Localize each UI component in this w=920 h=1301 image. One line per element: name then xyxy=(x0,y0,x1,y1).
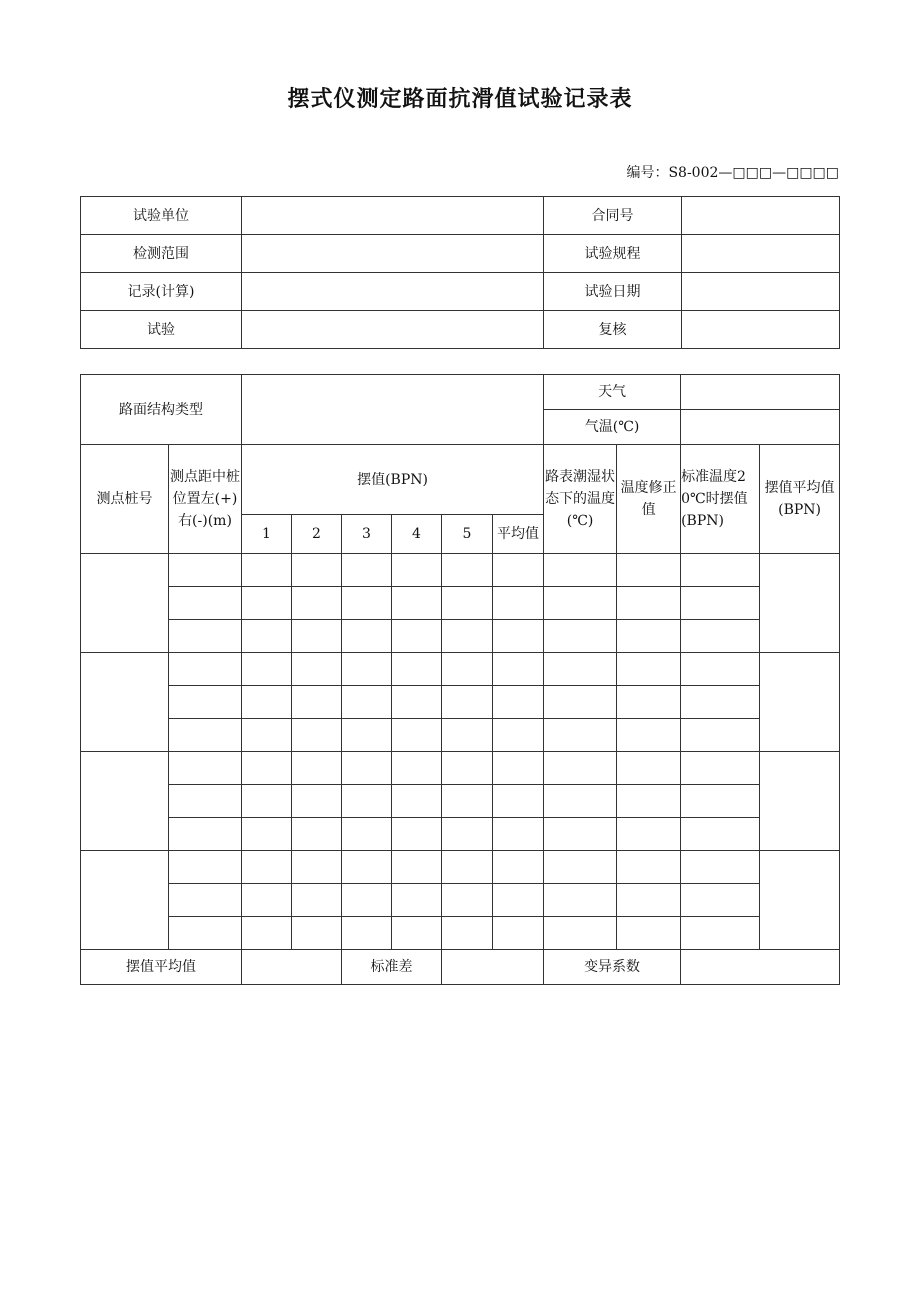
value-cell[interactable] xyxy=(342,554,392,587)
std-value-cell[interactable] xyxy=(681,818,760,851)
weather-field[interactable] xyxy=(681,375,840,410)
air-temp-field[interactable] xyxy=(681,410,840,445)
average-cell[interactable] xyxy=(493,818,544,851)
value-cell[interactable] xyxy=(242,785,292,818)
reviewer-field[interactable] xyxy=(682,311,840,349)
std-value-cell[interactable] xyxy=(681,686,760,719)
value-cell[interactable] xyxy=(342,752,392,785)
offset-cell[interactable] xyxy=(169,620,242,653)
average-cell[interactable] xyxy=(493,884,544,917)
avg-value-label: 摆值平均值 xyxy=(81,950,242,985)
info-table xyxy=(80,196,840,349)
test-scope-field[interactable] xyxy=(242,235,544,273)
average-cell[interactable] xyxy=(493,554,544,587)
table-row xyxy=(81,587,840,620)
table-row xyxy=(81,785,840,818)
std-dev-field[interactable] xyxy=(442,950,544,985)
table-row xyxy=(81,653,840,686)
average-header: 平均值 xyxy=(493,515,544,554)
correction-cell[interactable] xyxy=(617,653,681,686)
average-cell[interactable] xyxy=(493,620,544,653)
correction-cell[interactable] xyxy=(617,587,681,620)
value-cell[interactable] xyxy=(392,554,442,587)
station-cell[interactable] xyxy=(81,653,169,752)
value-cell[interactable] xyxy=(392,917,442,950)
col-4-header: 4 xyxy=(392,515,442,554)
main-table xyxy=(80,374,840,985)
correction-cell[interactable] xyxy=(617,554,681,587)
header-row xyxy=(81,375,840,410)
value-cell[interactable] xyxy=(242,818,292,851)
wet-temp-cell[interactable] xyxy=(544,587,617,620)
wet-temp-cell[interactable] xyxy=(544,653,617,686)
cv-field[interactable] xyxy=(681,950,840,985)
std-value-cell[interactable] xyxy=(681,620,760,653)
std-value-cell[interactable] xyxy=(681,587,760,620)
average-cell[interactable] xyxy=(493,587,544,620)
value-cell[interactable] xyxy=(292,917,342,950)
value-cell[interactable] xyxy=(392,884,442,917)
air-temp-label: 气温(℃) xyxy=(544,410,681,445)
test-scope-label: 检测范围 xyxy=(81,235,242,273)
tester-label: 试验 xyxy=(81,311,242,349)
offset-cell[interactable] xyxy=(169,653,242,686)
std-value-cell[interactable] xyxy=(681,917,760,950)
weather-label: 天气 xyxy=(544,375,681,410)
value-cell[interactable] xyxy=(392,818,442,851)
test-date-field[interactable] xyxy=(682,273,840,311)
wet-temp-cell[interactable] xyxy=(544,785,617,818)
col-2-header: 2 xyxy=(292,515,342,554)
offset-header: 测点距中桩位置左(+)右(-)(m) xyxy=(169,445,242,554)
value-cell[interactable] xyxy=(342,686,392,719)
table-row xyxy=(81,686,840,719)
value-cell[interactable] xyxy=(242,719,292,752)
value-cell[interactable] xyxy=(392,686,442,719)
value-cell[interactable] xyxy=(242,587,292,620)
offset-cell[interactable] xyxy=(169,917,242,950)
wet-temp-cell[interactable] xyxy=(544,917,617,950)
offset-cell[interactable] xyxy=(169,851,242,884)
average-cell[interactable] xyxy=(493,851,544,884)
record-field[interactable] xyxy=(242,273,544,311)
value-cell[interactable] xyxy=(292,851,342,884)
info-row xyxy=(81,273,840,311)
average-cell[interactable] xyxy=(493,719,544,752)
offset-cell[interactable] xyxy=(169,686,242,719)
wet-temp-cell[interactable] xyxy=(544,620,617,653)
avg-pendulum-cell[interactable] xyxy=(760,653,840,752)
value-cell[interactable] xyxy=(242,653,292,686)
value-cell[interactable] xyxy=(442,851,493,884)
value-cell[interactable] xyxy=(342,818,392,851)
value-cell[interactable] xyxy=(442,653,493,686)
std-value-cell[interactable] xyxy=(681,752,760,785)
std-value-cell[interactable] xyxy=(681,554,760,587)
value-cell[interactable] xyxy=(342,653,392,686)
offset-cell[interactable] xyxy=(169,554,242,587)
std-temp-value-header: 标准温度20℃时摆值(BPN) xyxy=(681,445,760,554)
table-row xyxy=(81,818,840,851)
table-row xyxy=(81,620,840,653)
std-value-cell[interactable] xyxy=(681,851,760,884)
std-value-cell[interactable] xyxy=(681,719,760,752)
value-cell[interactable] xyxy=(442,785,493,818)
avg-pendulum-cell[interactable] xyxy=(760,851,840,950)
offset-cell[interactable] xyxy=(169,752,242,785)
value-cell[interactable] xyxy=(242,686,292,719)
wet-surface-temp-header: 路表潮湿状态下的温度(℃) xyxy=(544,445,617,554)
value-cell[interactable] xyxy=(242,620,292,653)
correction-cell[interactable] xyxy=(617,686,681,719)
average-cell[interactable] xyxy=(493,917,544,950)
station-cell[interactable] xyxy=(81,851,169,950)
value-cell[interactable] xyxy=(392,785,442,818)
station-cell[interactable] xyxy=(81,752,169,851)
average-cell[interactable] xyxy=(493,653,544,686)
value-cell[interactable] xyxy=(242,851,292,884)
avg-pendulum-cell[interactable] xyxy=(760,752,840,851)
test-unit-label: 试验单位 xyxy=(81,197,242,235)
test-procedure-field[interactable] xyxy=(682,235,840,273)
average-cell[interactable] xyxy=(493,785,544,818)
offset-cell[interactable] xyxy=(169,785,242,818)
value-cell[interactable] xyxy=(292,785,342,818)
std-value-cell[interactable] xyxy=(681,785,760,818)
col-1-header: 1 xyxy=(242,515,292,554)
wet-temp-cell[interactable] xyxy=(544,884,617,917)
value-cell[interactable] xyxy=(342,851,392,884)
avg-pendulum-header: 摆值平均值(BPN) xyxy=(760,445,840,554)
test-date-label: 试验日期 xyxy=(544,273,682,311)
correction-cell[interactable] xyxy=(617,785,681,818)
value-cell[interactable] xyxy=(342,620,392,653)
wet-temp-cell[interactable] xyxy=(544,686,617,719)
table-row xyxy=(81,554,840,587)
std-dev-label: 标准差 xyxy=(342,950,442,985)
pavement-type-label: 路面结构类型 xyxy=(81,375,242,445)
record-label: 记录(计算) xyxy=(81,273,242,311)
value-cell[interactable] xyxy=(342,587,392,620)
pavement-type-field[interactable] xyxy=(242,375,544,445)
contract-no-label: 合同号 xyxy=(544,197,682,235)
value-cell[interactable] xyxy=(342,884,392,917)
table-row xyxy=(81,851,840,884)
offset-cell[interactable] xyxy=(169,587,242,620)
station-no-header: 测点桩号 xyxy=(81,445,169,554)
correction-cell[interactable] xyxy=(617,917,681,950)
value-cell[interactable] xyxy=(242,752,292,785)
value-cell[interactable] xyxy=(292,818,342,851)
value-cell[interactable] xyxy=(292,653,342,686)
value-cell[interactable] xyxy=(442,917,493,950)
test-procedure-label: 试验规程 xyxy=(544,235,682,273)
average-cell[interactable] xyxy=(493,752,544,785)
info-row xyxy=(81,311,840,349)
avg-pendulum-cell[interactable] xyxy=(760,554,840,653)
value-cell[interactable] xyxy=(442,719,493,752)
value-cell[interactable] xyxy=(292,752,342,785)
correction-cell[interactable] xyxy=(617,752,681,785)
offset-cell[interactable] xyxy=(169,719,242,752)
value-cell[interactable] xyxy=(442,554,493,587)
tester-field[interactable] xyxy=(242,311,544,349)
value-cell[interactable] xyxy=(392,752,442,785)
correction-cell[interactable] xyxy=(617,818,681,851)
value-cell[interactable] xyxy=(342,917,392,950)
wet-temp-cell[interactable] xyxy=(544,719,617,752)
station-cell[interactable] xyxy=(81,554,169,653)
value-cell[interactable] xyxy=(242,917,292,950)
col-3-header: 3 xyxy=(342,515,392,554)
wet-temp-cell[interactable] xyxy=(544,851,617,884)
form-code: 编号：S8-002—□□□—□□□□ xyxy=(626,165,839,181)
value-cell[interactable] xyxy=(342,785,392,818)
value-cell[interactable] xyxy=(342,719,392,752)
table-row xyxy=(81,917,840,950)
value-cell[interactable] xyxy=(442,752,493,785)
table-row xyxy=(81,752,840,785)
reviewer-label: 复核 xyxy=(544,311,682,349)
value-cell[interactable] xyxy=(292,587,342,620)
value-cell[interactable] xyxy=(242,554,292,587)
offset-cell[interactable] xyxy=(169,884,242,917)
table-row xyxy=(81,719,840,752)
info-row xyxy=(81,235,840,273)
correction-cell[interactable] xyxy=(617,884,681,917)
wet-temp-cell[interactable] xyxy=(544,554,617,587)
value-cell[interactable] xyxy=(392,719,442,752)
cv-label: 变异系数 xyxy=(544,950,681,985)
temp-correction-header: 温度修正值 xyxy=(617,445,681,554)
test-unit-field[interactable] xyxy=(242,197,544,235)
value-cell[interactable] xyxy=(292,884,342,917)
value-cell[interactable] xyxy=(292,554,342,587)
contract-no-field[interactable] xyxy=(682,197,840,235)
info-row xyxy=(81,197,840,235)
col-5-header: 5 xyxy=(442,515,493,554)
page-title: 摆式仪测定路面抗滑值试验记录表 xyxy=(287,87,633,112)
value-cell[interactable] xyxy=(292,719,342,752)
average-cell[interactable] xyxy=(493,686,544,719)
correction-cell[interactable] xyxy=(617,851,681,884)
avg-value-field[interactable] xyxy=(242,950,342,985)
std-value-cell[interactable] xyxy=(681,884,760,917)
value-cell[interactable] xyxy=(292,686,342,719)
correction-cell[interactable] xyxy=(617,719,681,752)
header-row xyxy=(81,445,840,515)
value-cell[interactable] xyxy=(392,653,442,686)
wet-temp-cell[interactable] xyxy=(544,818,617,851)
value-cell[interactable] xyxy=(442,686,493,719)
value-cell[interactable] xyxy=(442,818,493,851)
offset-cell[interactable] xyxy=(169,818,242,851)
std-value-cell[interactable] xyxy=(681,653,760,686)
value-cell[interactable] xyxy=(242,884,292,917)
pendulum-value-header: 摆值(BPN) xyxy=(242,445,544,515)
value-cell[interactable] xyxy=(442,587,493,620)
value-cell[interactable] xyxy=(292,620,342,653)
correction-cell[interactable] xyxy=(617,620,681,653)
value-cell[interactable] xyxy=(392,587,442,620)
footer-row xyxy=(81,950,840,985)
value-cell[interactable] xyxy=(392,620,442,653)
value-cell[interactable] xyxy=(442,620,493,653)
value-cell[interactable] xyxy=(392,851,442,884)
value-cell[interactable] xyxy=(442,884,493,917)
table-row xyxy=(81,884,840,917)
wet-temp-cell[interactable] xyxy=(544,752,617,785)
